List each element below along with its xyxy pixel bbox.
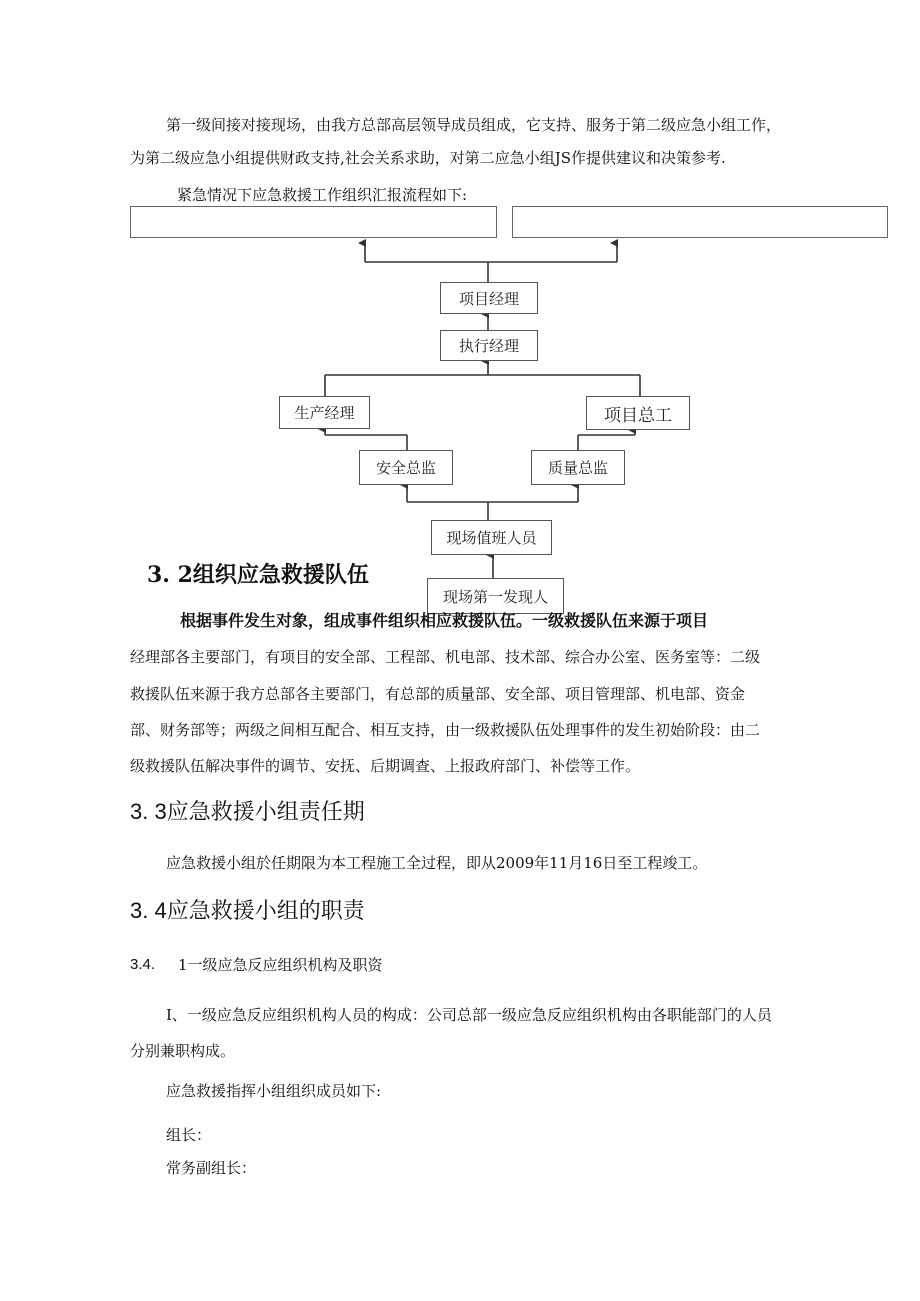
- box-on-duty-staff: 现场值班人员: [431, 520, 552, 555]
- box-project-manager: 项目经理: [440, 282, 538, 314]
- box-quality-director: 质量总监: [531, 450, 625, 485]
- s32-line-1: 根据事件发生对象，组成事件组织相应救援队伍。一级救援队伍来源于项目: [180, 611, 709, 630]
- s32-line-5: 级救援队伍解决事件的调节、安抚、后期调查、上报政府部门、补偿等工作。: [130, 757, 641, 775]
- box-first-discoverer: 现场第一发现人: [427, 578, 564, 614]
- deputy-leader-label: 常务副组长：: [166, 1159, 257, 1177]
- s32-line-2: 经理部各主要部门，有项目的安全部、工程部、机电部、技术部、综合办公室、医务室等：二级: [130, 648, 761, 666]
- report-target-box-right: [512, 206, 888, 238]
- s34-line-1: I、一级应急反应组织机构人员的构成：公司总部一级应急反应组织机构由各职能部门的人员: [166, 1006, 772, 1024]
- subheading-title: 1一级应急反应组织机构及职资: [178, 956, 383, 974]
- flow-caption: 紧急情况下应急救援工作组织汇报流程如下:: [177, 186, 468, 204]
- box-safety-director: 安全总监: [359, 450, 453, 485]
- s34-line-2: 分别兼职构成。: [130, 1042, 236, 1060]
- report-target-box-left: [130, 206, 497, 238]
- intro-line-1: 第一级间接对接现场，由我方总部高层领导成员组成，它支持、服务于第二级应急小组工作，: [166, 116, 782, 134]
- s32-line-4: 部、财务部等；两级之间相互配合、相互支持，由一级救援队伍处理事件的发生初始阶段：由二: [130, 721, 761, 739]
- s32-line-3: 救援队伍来源于我方总部各主要部门，有总部的质量部、安全部、项目管理部、机电部、资金: [130, 685, 746, 703]
- box-chief-engineer: 项目总工: [586, 396, 690, 430]
- box-executive-manager: 执行经理: [440, 330, 538, 361]
- s34-line-3: 应急救援指挥小组组织成员如下:: [166, 1082, 382, 1100]
- box-production-manager: 生产经理: [279, 396, 370, 429]
- s33-line-1: 应急救援小组於任期限为本工程施工全过程，即从2009年11月16日至工程竣工。: [166, 854, 708, 872]
- heading-3-4: 3. 4应急救援小组的职责: [130, 898, 365, 923]
- leader-label: 组长：: [166, 1126, 212, 1144]
- heading-3-2: 3. 2组织应急救援队伍: [147, 562, 369, 588]
- subheading-number: 3.4.: [130, 956, 156, 973]
- intro-line-2: 为第二级应急小组提供财政支持,社会关系求助，对第二应急小组JS作提供建议和决策参考.: [130, 149, 726, 167]
- heading-3-3: 3. 3应急救援小组责任期: [130, 799, 365, 824]
